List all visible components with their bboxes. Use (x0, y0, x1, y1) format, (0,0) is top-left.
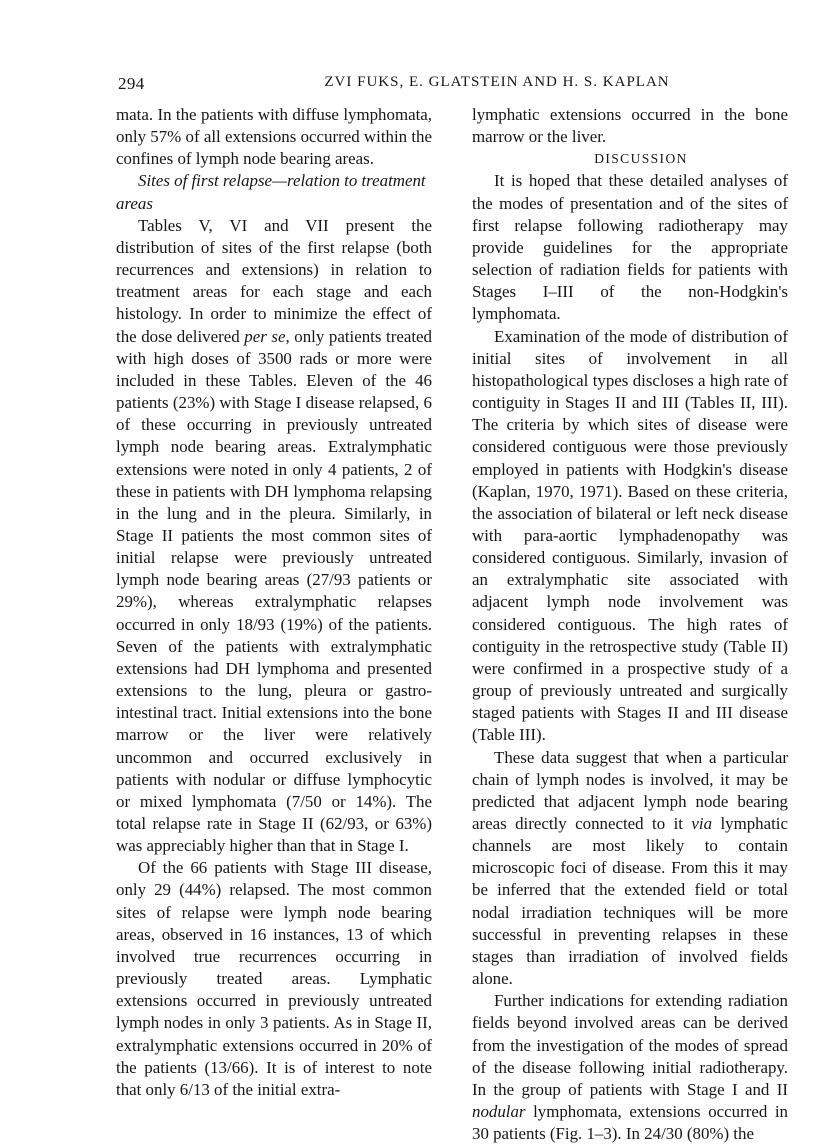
left-paragraph-continued: mata. In the patients with diffuse lymphomata, only 57% of all extensions occurred within the confines of lymph node bearing areas. (116, 105, 432, 169)
running-head-authors: ZVI FUKS, E. GLATSTEIN AND H. S. KAPLAN (324, 74, 670, 90)
section-title-discussion: DISCUSSION (594, 151, 688, 167)
right-paragraph-predicted-spread: These data suggest that when a particular chain of lymph nodes is involved, it may be predicted that adjacent lymph node bearing areas directly connected to it via lymphatic channels are most likely to contain microscopic foci of disease. From this it may be inferred that the extended field or total nodal irradiation techniques will be more successful in preventing relapses in these stages than irradiation of involved fields alone. (472, 747, 789, 989)
subheading-sites-of-first-relapse: Sites of first relapse—relation to treatment areas (116, 171, 426, 213)
right-paragraph-continued: lymphatic extensions occurred in the bone marrow or the liver. (472, 105, 788, 147)
left-column (116, 104, 432, 1101)
right-paragraph-guidelines: It is hoped that these detailed analyses of the modes of presentation and of the sites of first relapse following radiotherapy may provide guidelines for the appropriate selection of radiation fields for patients with Stages I–III of the non-Hodgkin's lymphomata. (472, 171, 788, 324)
page-number: 294 (118, 74, 145, 93)
page-header (118, 74, 756, 98)
left-paragraph-tables-v-vi-vii: Tables V, VI and VII present the distribution of sites of the first relapse (both recurrences and extensions) in relation to treatment areas for each stage and each histology. In order to minimize the effect of the dose delivered per se, only patients treated with high doses of 3500 rads or more were included in these Tables. Eleven of the 46 patients (23%) with Stage I disease relapsed, 6 of these occurring in previously untreated lymph node bearing areas. Extralymphatic extensions were noted in only 4 patients, 2 of these in patients with DH lymphoma relapsing in the lung and in the pleura. Similarly, in Stage II patients the most common sites of initial relapse were previously untreated lymph node bearing areas (27/93 patients or 29%), whereas extralymphatic relapses occurred in only 18/93 (19%) of the patients. Seven of the patients with extralymphatic extensions had DH lymphoma and presented extensions to the lung, pleura or gastro-intestinal tract. Initial extensions into the bone marrow or the liver were relatively uncommon and occurred exclusively in patients with nodular or diffuse lymphocytic or mixed lymphomata (7/50 or 14%). The total relapse rate in Stage II (62/93, or 63%) was appreciably higher than that in Stage I. (116, 215, 432, 856)
right-paragraph-contiguity: Examination of the mode of distribution of initial sites of involvement in all histopathological types discloses a high rate of contiguity in Stages II and III (Tables II, III). The criteria by which sites of disease were considered contiguous were those previously employed in patients with Hodgkin's disease (Kaplan, 1970, 1971). Based on these criteria, the association of bilateral or left neck disease with para-aortic lymphadenopathy was considered contiguous. Similarly, invasion of an extralymphatic site associated with adjacent lymph node involvement was considered contiguous. The high rates of contiguity in the retrospective study (Table II) were confirmed in a prospective study of a group of previously untreated and surgically staged patients with Stages II and III disease (Table III). (472, 326, 788, 745)
right-column (472, 104, 788, 1145)
left-paragraph-stage-iii: Of the 66 patients with Stage III disease, only 29 (44%) relapsed. The most common sites of relapse were lymph node bearing areas, observed in 16 instances, 13 of which involved true recurrences occurring in previously treated areas. Lymphatic extensions occurred in previously untreated lymph nodes in only 3 patients. As in Stage II, extralymphatic extensions occurred in 20% of the patients (13/66). It is of interest to note that only 6/13 of the initial extra- (116, 858, 432, 1099)
right-paragraph-further-indications: Further indications for extending radiation fields beyond involved areas can be derived from the investigation of the modes of spread of the disease following initial radiotherapy. In the group of patients with Stage I and II nodular lymphomata, extensions occurred in 30 patients (Fig. 1–3). In 24/30 (80%) the (472, 991, 788, 1144)
